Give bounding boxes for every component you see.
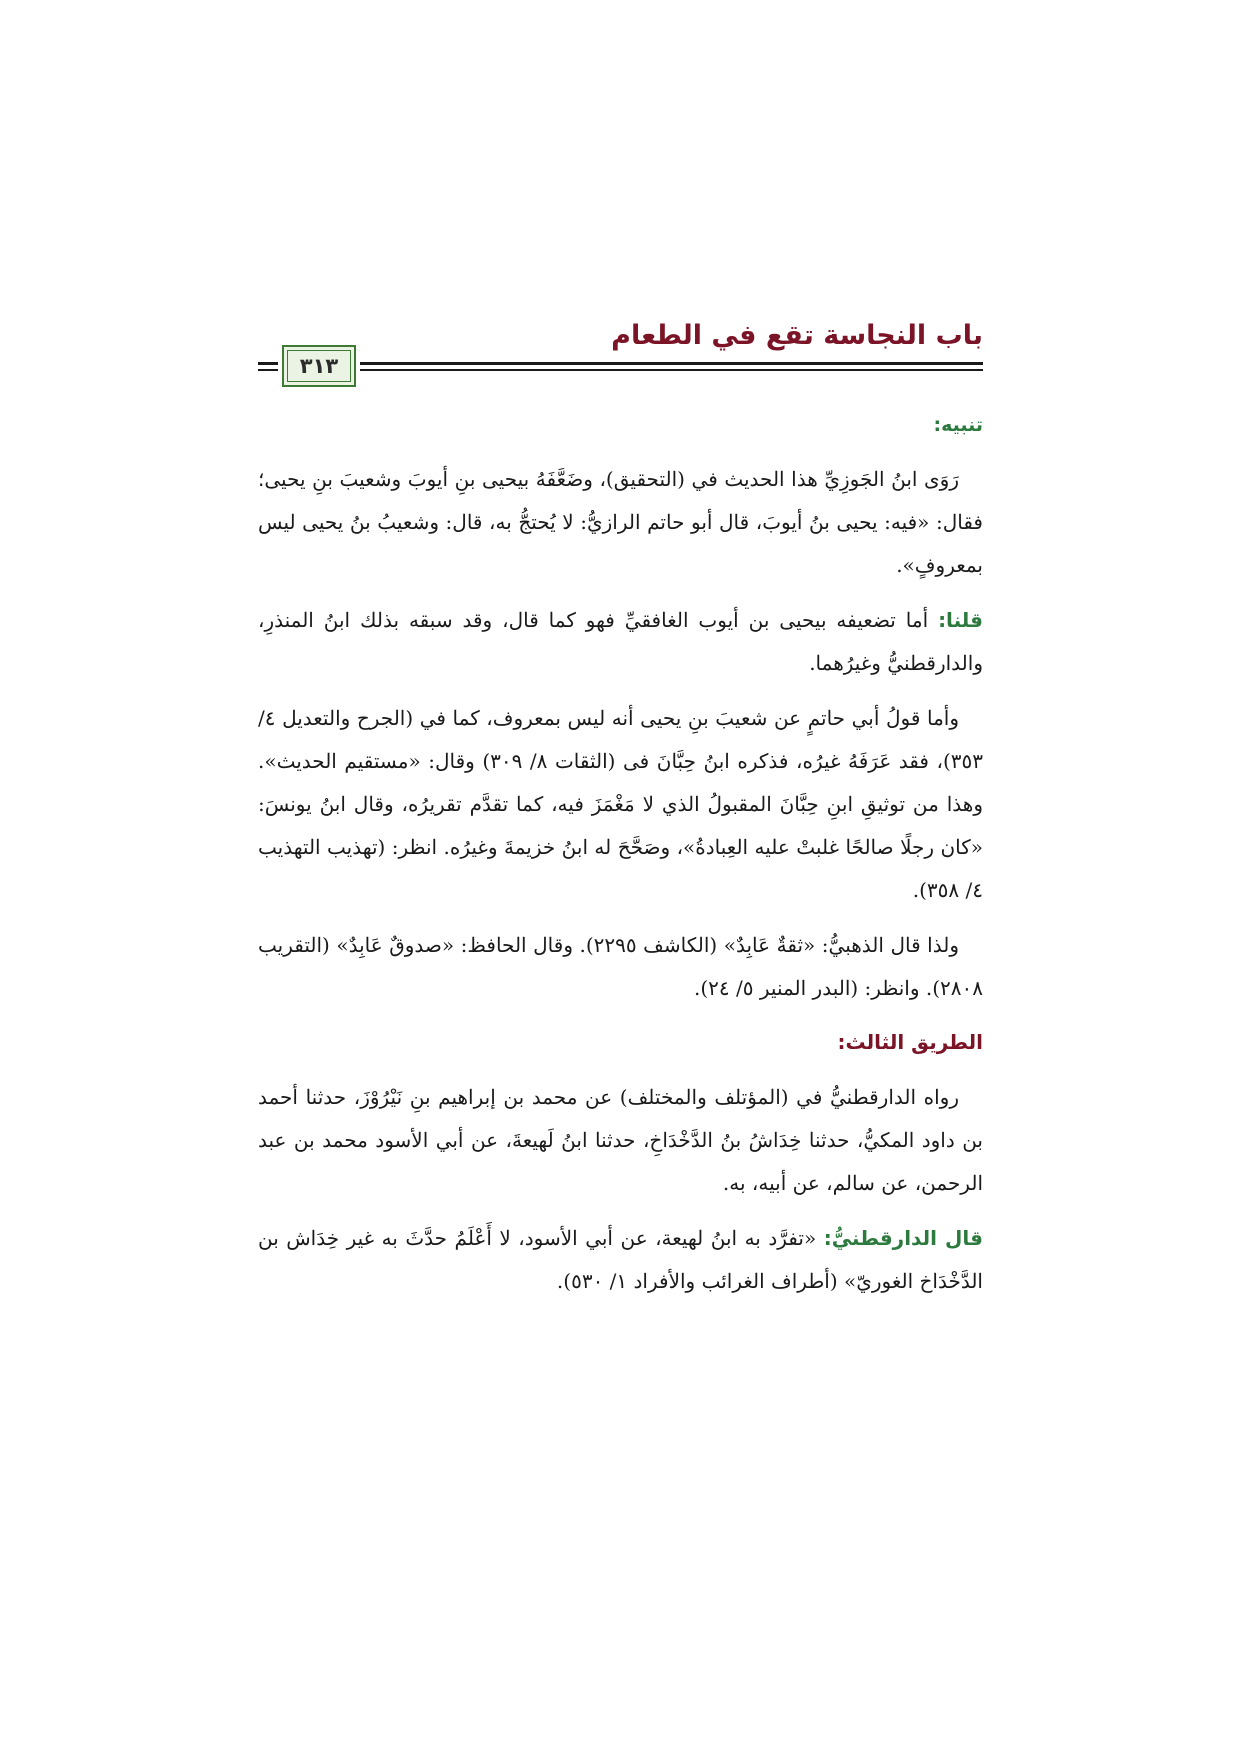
page-header bbox=[258, 318, 983, 388]
paragraph-text: أما تضعيفه بيحيى بن أيوب الغافقيِّ فهو كما قال، وقد سبقه بذلك ابنُ المنذرِ، والدارقطنيُّ وغيرُهما. bbox=[258, 608, 983, 675]
paragraph-lead: قلنا: bbox=[938, 608, 983, 632]
header-rule bbox=[360, 369, 983, 371]
header-rule bbox=[258, 369, 278, 371]
header-rule bbox=[258, 362, 278, 365]
paragraph: ولذا قال الذهبيُّ: «ثقةٌ عَابِدٌ» (الكاشف ٢٢٩٥). وقال الحافظ: «صدوقٌ عَابِدٌ» (التقريب ٢٨٠٨). وانظر: (البدر المنير ٥/ ٢٤). bbox=[258, 933, 983, 1000]
paragraph bbox=[258, 1217, 983, 1303]
paragraph bbox=[258, 599, 983, 685]
chapter-title: باب النجاسة تقع في الطعام bbox=[611, 320, 983, 351]
note-heading: تنبيه: bbox=[933, 414, 983, 436]
page-number-badge bbox=[282, 345, 356, 387]
paragraph-lead: قال الدارقطنيُّ: bbox=[823, 1226, 984, 1250]
paragraph: رَوَى ابنُ الجَوزِيِّ هذا الحديث في (التحقيق)، وضَعَّفَهُ بيحيى بنِ أيوبَ وشعيبَ بنِ يحيى؛ فقال: «فيه: يحيى بنُ أيوبَ، قال أبو حاتم الرازيُّ: لا يُحتجُّ به، قال: وشعيبُ بنُ يحيى ليس بمعروفٍ». bbox=[258, 467, 983, 577]
header-rule bbox=[360, 362, 983, 365]
section-heading: الطريق الثالث: bbox=[837, 1030, 983, 1054]
paragraph: وأما قولُ أبي حاتمٍ عن شعيبَ بنِ يحيى أنه ليس بمعروف، كما في (الجرح والتعديل ٤/ ٣٥٣)، فقد عَرَفَهُ غيرُه، فذكره ابنُ حِبَّانَ فى (الثقات ٨/ ٣٠٩) وقال: «مستقيم الحديث». وهذا من توثيقِ ابنِ حِبَّانَ المقبولُ الذي لا مَغْمَزَ فيه، كما تقدَّم تقريرُه، وقال ابنُ يونسَ: «كان رجلًا صالحًا غلبتْ عليه العِبادةُ»، وصَحَّحَ له ابنُ خزيمةَ وغيرُه. انظر: (تهذيب التهذيب ٤/ ٣٥٨). bbox=[258, 706, 983, 902]
page-number: ٣١٣ bbox=[299, 354, 339, 378]
paragraph: رواه الدارقطنيُّ في (المؤتلف والمختلف) عن محمد بن إبراهيم بنِ نَيْرُوْزَ، حدثنا أحمد بن داود المكيُّ، حدثنا خِدَاشُ بنُ الدَّخْدَاخِ، حدثنا ابنُ لَهيعةَ، عن أبي الأسود محمد بن عبد الرحمن، عن سالم، عن أبيه، به. bbox=[258, 1085, 983, 1195]
page-body bbox=[258, 406, 983, 1315]
paragraph-text: «تفرَّد به ابنُ لهيعة، عن أبي الأسود، لا أَعْلَمُ حدَّثَ به غير خِدَاش بن الدَّخْدَاخ الغوريّ» (أطراف الغرائب والأفراد ١/ ٥٣٠). bbox=[258, 1226, 983, 1293]
